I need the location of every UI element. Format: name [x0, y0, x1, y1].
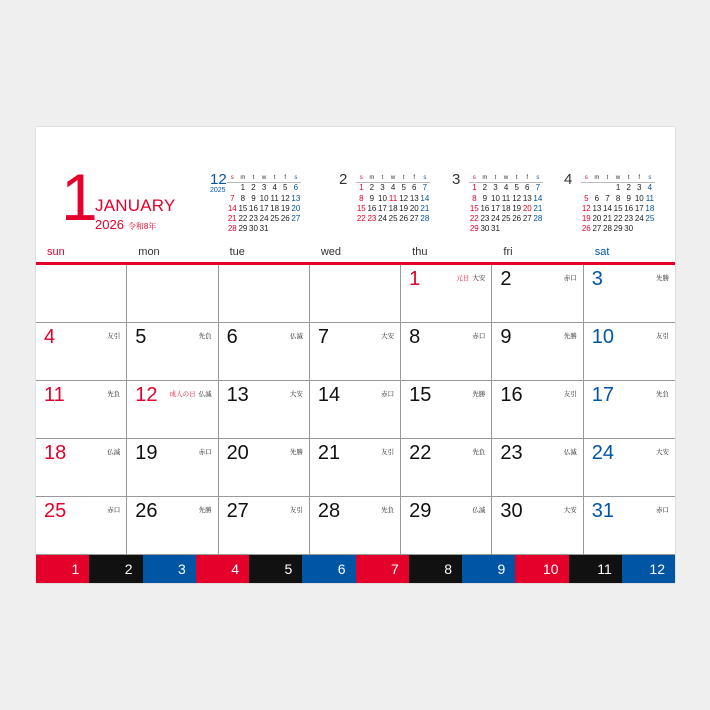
rokuyo-label: 先勝	[655, 275, 669, 282]
mini-day: 19	[280, 203, 290, 213]
mini-weekday: s	[533, 173, 544, 183]
mini-day: 14	[603, 203, 612, 213]
rokuyo-label: 友引	[655, 333, 669, 340]
day-cell	[36, 497, 127, 555]
day-cell	[492, 265, 583, 323]
mini-day: 15	[469, 203, 479, 213]
mini-day: 1	[615, 183, 621, 193]
month-tab: 9	[462, 555, 515, 583]
day-number: 8	[409, 326, 421, 348]
mini-day: 13	[291, 193, 301, 203]
mini-day: 12	[512, 193, 522, 203]
rokuyo-label: 仏滅	[472, 507, 486, 514]
rokuyo-label: 赤口	[381, 391, 395, 398]
weekday-tue: tue	[229, 246, 245, 258]
mini-day: 5	[401, 183, 406, 193]
mini-day: 15	[613, 203, 623, 213]
day-number: 2	[500, 268, 512, 290]
mini-day: 5	[514, 183, 519, 193]
mini-day: 12	[399, 193, 409, 203]
rokuyo-label: 仏滅	[563, 449, 577, 456]
mini-day: 22	[356, 214, 366, 224]
mini-day: 1	[472, 183, 477, 193]
month-tab: 7	[356, 555, 409, 583]
mini-day: 18	[388, 203, 398, 213]
day-number: 12	[135, 384, 158, 406]
mini-day: 22	[469, 214, 479, 224]
mini-day: 12	[280, 193, 290, 203]
mini-day: 10	[634, 193, 644, 203]
mini-weekday: s	[581, 173, 592, 183]
day-cell	[310, 323, 401, 381]
day-cell	[492, 323, 583, 381]
mini-day: 22	[613, 214, 623, 224]
rokuyo-label: 先負	[198, 333, 212, 340]
weekday-sun: sun	[47, 246, 65, 258]
month-index-bar	[36, 555, 675, 583]
calendar-sheet	[36, 127, 675, 583]
day-cell	[401, 439, 492, 497]
mini-weekday: m	[238, 173, 249, 183]
mini-day: 18	[270, 203, 280, 213]
day-number: 9	[500, 326, 512, 348]
mini-day	[602, 183, 613, 193]
day-cell	[310, 381, 401, 439]
day-cell	[584, 497, 675, 555]
mini-day: 29	[469, 224, 479, 234]
month-tab: 6	[302, 555, 355, 583]
mini-day: 25	[388, 214, 398, 224]
day-number: 6	[226, 326, 238, 348]
mini-day: 7	[422, 183, 428, 193]
mini-day: 20	[592, 214, 602, 224]
month-tab: 11	[569, 555, 622, 583]
mini-day: 23	[249, 214, 258, 224]
month-name: JANUARY	[95, 196, 176, 215]
mini-day: 6	[525, 183, 530, 193]
mini-weekday: t	[377, 173, 388, 183]
mini-weekday: s	[420, 173, 431, 183]
rokuyo-label: 先勝	[563, 333, 577, 340]
mini-day: 21	[533, 203, 543, 213]
day-cell	[401, 381, 492, 439]
month-tab: 5	[249, 555, 302, 583]
era-year: 令和8年	[127, 222, 157, 231]
day-number: 11	[44, 384, 65, 406]
mini-day: 11	[501, 193, 511, 203]
rokuyo-label: 赤口	[655, 507, 669, 514]
mini-day: 3	[493, 183, 498, 193]
mini-day: 24	[491, 214, 500, 224]
day-number: 27	[226, 500, 249, 522]
mini-weekday: m	[367, 173, 378, 183]
day-grid	[36, 265, 675, 555]
mini-day	[280, 224, 291, 234]
mini-day: 27	[592, 224, 602, 234]
mini-month-number: 3	[452, 171, 461, 188]
mini-weekday: t	[623, 173, 634, 183]
mini-weekday: f	[634, 173, 645, 183]
mini-day: 6	[594, 193, 600, 203]
weekday-mon: mon	[138, 246, 160, 258]
mini-grid	[581, 173, 655, 235]
mini-day: 23	[624, 214, 634, 224]
mini-day	[522, 224, 533, 234]
mini-day: 7	[230, 193, 235, 203]
mini-day: 6	[293, 183, 299, 193]
mini-day: 26	[581, 224, 591, 234]
day-cell	[127, 497, 218, 555]
day-number: 20	[226, 442, 249, 464]
mini-day: 25	[501, 214, 511, 224]
mini-weekday: f	[409, 173, 420, 183]
mini-day: 25	[270, 214, 280, 224]
day-number: 5	[135, 326, 147, 348]
mini-day: 2	[626, 183, 631, 193]
mini-day: 17	[378, 203, 387, 213]
mini-day: 19	[399, 203, 409, 213]
mini-day: 2	[369, 183, 375, 193]
rokuyo-label: 友引	[107, 333, 121, 340]
day-cell	[310, 265, 401, 323]
mini-day: 8	[615, 193, 621, 203]
mini-day: 13	[522, 193, 532, 203]
mini-day: 7	[605, 193, 610, 203]
day-number: 29	[409, 500, 432, 522]
day-cell	[219, 265, 310, 323]
mini-day: 29	[613, 224, 623, 234]
mini-day: 2	[482, 183, 488, 193]
mini-day: 15	[238, 203, 248, 213]
mini-day: 11	[645, 193, 655, 203]
rokuyo-label: 先勝	[289, 449, 303, 456]
day-number: 1	[409, 268, 421, 290]
day-cell	[36, 265, 127, 323]
mini-day	[581, 183, 592, 193]
mini-day: 26	[399, 214, 409, 224]
mini-day: 21	[227, 214, 237, 224]
rokuyo-label: 友引	[381, 449, 395, 456]
day-number: 22	[409, 442, 432, 464]
month-grid	[36, 245, 675, 555]
mini-day: 3	[380, 183, 385, 193]
mini-day	[533, 224, 544, 234]
rokuyo-label: 大安	[563, 507, 577, 514]
rokuyo-label: 赤口	[472, 333, 486, 340]
mini-day	[592, 183, 603, 193]
rokuyo-label: 赤口	[563, 275, 577, 282]
mini-day: 17	[259, 203, 269, 213]
mini-day: 4	[272, 183, 277, 193]
mini-day: 1	[359, 183, 364, 193]
mini-day: 18	[645, 203, 655, 213]
month-tab: 10	[515, 555, 568, 583]
holiday-label: 元日	[456, 275, 470, 282]
day-cell	[584, 439, 675, 497]
mini-day: 21	[603, 214, 612, 224]
day-cell	[127, 381, 218, 439]
year: 2026	[95, 217, 124, 232]
mini-day: 5	[584, 193, 589, 203]
day-cell	[584, 381, 675, 439]
mini-day	[634, 224, 645, 234]
mini-day: 4	[647, 183, 653, 193]
day-number: 26	[135, 500, 158, 522]
day-cell	[219, 497, 310, 555]
mini-day: 19	[581, 214, 591, 224]
day-cell	[310, 497, 401, 555]
rokuyo-label: 先負	[107, 391, 121, 398]
mini-grid	[356, 173, 430, 224]
mini-day: 20	[522, 203, 532, 213]
mini-day: 24	[378, 214, 387, 224]
day-number: 24	[591, 442, 614, 464]
month-tab: 2	[89, 555, 142, 583]
mini-weekday: m	[480, 173, 491, 183]
mini-weekday: s	[291, 173, 302, 183]
mini-month-number: 12	[210, 171, 227, 188]
day-number: 31	[591, 500, 614, 522]
mini-day: 26	[512, 214, 522, 224]
day-cell	[36, 439, 127, 497]
day-cell	[401, 497, 492, 555]
mini-day: 8	[359, 193, 364, 203]
mini-day: 5	[283, 183, 288, 193]
day-cell	[36, 323, 127, 381]
day-cell	[127, 439, 218, 497]
month-number: 1	[61, 160, 98, 234]
day-number: 17	[591, 384, 614, 406]
weekday-fri: fri	[503, 246, 513, 258]
year-line	[95, 217, 156, 232]
day-cell	[401, 323, 492, 381]
mini-day: 8	[472, 193, 477, 203]
rokuyo-label: 大安	[381, 333, 395, 340]
mini-day: 8	[240, 193, 246, 203]
rokuyo-label: 先負	[655, 391, 669, 398]
mini-day: 3	[261, 183, 267, 193]
rokuyo-label: 友引	[563, 391, 577, 398]
mini-day: 13	[409, 193, 419, 203]
mini-weekday: t	[490, 173, 501, 183]
rokuyo-label: 赤口	[198, 449, 212, 456]
rokuyo-label: 赤口	[107, 507, 121, 514]
mini-day: 1	[240, 183, 246, 193]
day-number: 23	[500, 442, 523, 464]
month-tab: 12	[622, 555, 675, 583]
day-number: 13	[226, 384, 249, 406]
day-cell	[127, 265, 218, 323]
day-cell	[492, 381, 583, 439]
mini-day: 16	[249, 203, 258, 213]
rokuyo-label: 先勝	[198, 507, 212, 514]
mini-day: 27	[409, 214, 419, 224]
mini-day: 26	[280, 214, 290, 224]
mini-day: 20	[409, 203, 419, 213]
mini-weekday: w	[388, 173, 399, 183]
day-cell	[401, 265, 492, 323]
rokuyo-label: 先勝	[472, 391, 486, 398]
mini-day: 24	[634, 214, 644, 224]
mini-day: 10	[378, 193, 387, 203]
day-cell	[36, 381, 127, 439]
day-cell	[584, 265, 675, 323]
mini-day	[227, 183, 238, 193]
rokuyo-label: 仏滅	[107, 449, 121, 456]
holiday-label: 成人の日	[169, 391, 196, 398]
mini-grid	[227, 173, 301, 235]
mini-day: 10	[259, 193, 269, 203]
rokuyo-label: 友引	[289, 507, 303, 514]
day-cell	[219, 323, 310, 381]
day-number: 30	[500, 500, 523, 522]
mini-day	[645, 224, 656, 234]
day-number: 21	[317, 442, 341, 464]
day-cell	[492, 497, 583, 555]
rokuyo-label: 仏滅	[289, 333, 303, 340]
day-number: 7	[317, 326, 329, 348]
mini-day: 29	[238, 224, 248, 234]
mini-day: 30	[480, 224, 490, 234]
rokuyo-label: 大安	[289, 391, 303, 398]
mini-day	[269, 224, 280, 234]
mini-day: 31	[491, 224, 500, 234]
mini-day: 27	[291, 214, 301, 224]
mini-day: 23	[480, 214, 490, 224]
day-cell	[219, 381, 310, 439]
mini-grid	[469, 173, 543, 235]
mini-day: 28	[227, 224, 237, 234]
mini-weekday: f	[280, 173, 291, 183]
rokuyo-label: 大安	[472, 275, 486, 282]
mini-day: 19	[512, 203, 522, 213]
weekday-header	[36, 245, 675, 265]
day-number: 25	[44, 500, 67, 522]
day-number: 14	[317, 384, 341, 406]
mini-day: 2	[251, 183, 256, 193]
mini-day: 11	[270, 193, 279, 203]
month-tab: 4	[196, 555, 249, 583]
mini-day: 22	[238, 214, 248, 224]
mini-weekday: t	[248, 173, 259, 183]
mini-weekday: s	[469, 173, 480, 183]
mini-day: 28	[603, 224, 612, 234]
day-number: 4	[44, 326, 56, 348]
mini-day: 17	[491, 203, 500, 213]
mini-weekday: w	[613, 173, 624, 183]
rokuyo-label: 先負	[381, 507, 395, 514]
mini-weekday: t	[602, 173, 613, 183]
day-cell	[127, 323, 218, 381]
weekday-wed: wed	[320, 246, 342, 258]
mini-day: 11	[388, 193, 398, 203]
day-cell	[492, 439, 583, 497]
day-number: 16	[500, 384, 523, 406]
mini-day: 10	[491, 193, 500, 203]
mini-weekday: f	[522, 173, 533, 183]
mini-day: 9	[626, 193, 631, 203]
month-tab: 8	[409, 555, 462, 583]
mini-day: 14	[420, 193, 430, 203]
mini-day	[501, 224, 512, 234]
mini-day: 31	[259, 224, 269, 234]
day-number: 3	[591, 268, 603, 290]
day-number: 19	[135, 442, 158, 464]
weekday-thu: thu	[412, 246, 428, 258]
mini-year: 2025	[210, 187, 226, 194]
mini-day: 9	[369, 193, 375, 203]
weekday-sat: sat	[594, 246, 610, 258]
mini-day: 24	[259, 214, 269, 224]
mini-weekday: s	[645, 173, 656, 183]
mini-day: 4	[503, 183, 509, 193]
mini-weekday: m	[592, 173, 603, 183]
mini-weekday: t	[398, 173, 409, 183]
mini-day: 30	[624, 224, 634, 234]
mini-day: 6	[412, 183, 417, 193]
mini-day: 14	[227, 203, 237, 213]
mini-day: 12	[581, 203, 591, 213]
mini-weekday: s	[227, 173, 238, 183]
rokuyo-label: 先負	[472, 449, 486, 456]
day-cell	[219, 439, 310, 497]
mini-day: 4	[390, 183, 396, 193]
mini-weekday: s	[356, 173, 367, 183]
mini-day: 17	[634, 203, 644, 213]
day-number: 15	[409, 384, 432, 406]
mini-day: 16	[480, 203, 490, 213]
day-cell	[584, 323, 675, 381]
mini-day: 25	[645, 214, 655, 224]
mini-day: 28	[420, 214, 430, 224]
mini-day: 16	[624, 203, 634, 213]
day-cell	[310, 439, 401, 497]
mini-day: 9	[482, 193, 488, 203]
mini-day: 14	[533, 193, 543, 203]
mini-day: 18	[501, 203, 511, 213]
mini-day: 9	[251, 193, 256, 203]
mini-weekday: w	[259, 173, 270, 183]
mini-month-number: 4	[564, 171, 573, 188]
month-tab: 3	[143, 555, 196, 583]
mini-day: 20	[291, 203, 301, 213]
rokuyo-label: 大安	[655, 449, 669, 456]
mini-day	[511, 224, 522, 234]
mini-weekday: w	[501, 173, 512, 183]
mini-day: 7	[535, 183, 541, 193]
month-tab: 1	[36, 555, 89, 583]
mini-day	[291, 224, 302, 234]
mini-day: 28	[533, 214, 543, 224]
mini-day: 30	[249, 224, 258, 234]
mini-day: 3	[637, 183, 642, 193]
mini-day: 15	[356, 203, 366, 213]
mini-day: 13	[592, 203, 602, 213]
mini-weekday: t	[269, 173, 280, 183]
mini-month-number: 2	[339, 171, 348, 188]
day-number: 10	[591, 326, 614, 348]
mini-day: 16	[367, 203, 377, 213]
day-number: 18	[44, 442, 67, 464]
mini-day: 27	[522, 214, 532, 224]
day-number: 28	[317, 500, 341, 522]
mini-weekday: t	[511, 173, 522, 183]
mini-day: 21	[420, 203, 430, 213]
mini-day: 23	[367, 214, 377, 224]
rokuyo-label: 仏滅	[198, 391, 212, 398]
